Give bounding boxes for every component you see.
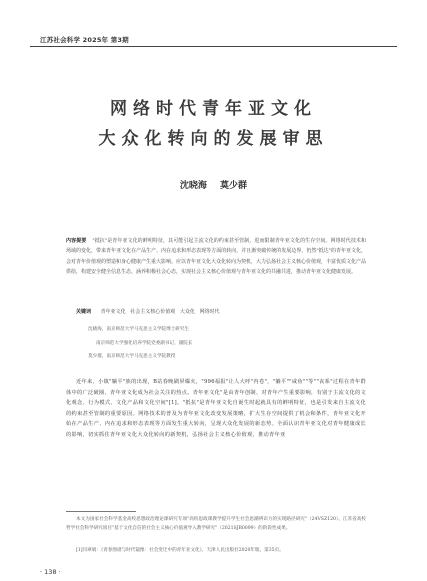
reference-footnote: [1]闫翠娟：《青春图谱与时代镜像：社会变迁中的青年亚文化》，天津人民出版社2020年版，第35页。 (76, 548, 284, 553)
keyword: 大众化 (179, 309, 195, 315)
keyword: 青年亚文化 (100, 309, 126, 315)
author-affiliation: 莫少群，南京师范大学马克思主义学院教授 (88, 354, 176, 359)
abstract-label: 内容提要 (66, 238, 87, 244)
authors: 沈晓海 莫少群 (179, 181, 248, 191)
author-affiliation: 沈晓海，南京师范大学马克思主义学院博士研究生 (88, 327, 190, 332)
keywords (76, 308, 366, 315)
funding-footnote: 本文为国家社会科学基金高校思想政治理论课研究专项"高校思政课教学提升学生社会思潮辨识力的实现路径研究"（24VSZ120）、江苏省高校哲学社会科学研究项目"基于文化自信的社会主义核心价值观导入教学研究"（2021SJB0099）的阶段性成果。 (66, 517, 366, 531)
article-title-line-1: 网络时代青年亚文化 (110, 99, 317, 119)
journal-header: 江苏社会科学 2025年 第3期 (40, 36, 129, 44)
keyword: 网络时代 (199, 309, 220, 315)
abstract (66, 236, 366, 278)
body-paragraph: 近年来，小镇"躺平"族的出现，B站春晚刷屏爆火，"996福报"让人大呼"内卷"，"躺平""咸鱼""等""丧系"过程在青年群体中的广泛破圈，青年亚文化成为社会关注的热点。青年亚文化"是由青年创制、对青年产生重要影响，有别于主流文化的文化观念、行为模式、文化产品和文化空间"[1]。"抵抗"是青年亚文化自诞生时起就具有的鲜明特征，也是引发来自主流文化的约束甚至管制的重要原因。网络技术的普及为青年亚文化改变发展策略，扩大生存空间提供了机会和条件，青年亚文化开始在产品生产、内在追求和形态表现等方面发生重大转向，呈现大众化发展的新态势。全面认识青年亚文化对青年健康成长的影响，切实抓住青年亚文化大众化转向的新契机，弘扬社会主义核心价值观，推动青年亚 (66, 379, 366, 438)
keywords-label: 关键词 (76, 309, 92, 315)
page-number: · 138 · (40, 568, 61, 576)
footnote-rule (66, 511, 136, 512)
author-affiliation: 南京师范大学强化培养学院党委副书记、副院长 (96, 341, 193, 346)
keyword: 社会主义核心价值观 (130, 309, 176, 315)
header-rule (30, 46, 397, 47)
abstract-text: "抵抗"是青年亚文化的鲜明特征，其可能引起主流文化的约束甚至管制，进而限制青年亚文化的生存空间。网络时代技术和场域的变化，带来青年亚文化在产品生产、内在追求和形态表现等方面的转向，并且渐突破传统的发展边界，仍然"抵达"的青年亚文化，会对青年价值观的塑造和身心健康产生重大影响。应以青年亚文化大众化转向为契机，大力弘扬社会主义核心价值观，丰富优质文化产品供给，构建安全健全信息生态，涵养积极社会心态，实现社会主义核心价值观与青年亚文化的共融共进，推动青年亚文化健康发展。 (66, 238, 367, 276)
article-title-line-2: 大众化转向的发展审思 (98, 129, 329, 149)
